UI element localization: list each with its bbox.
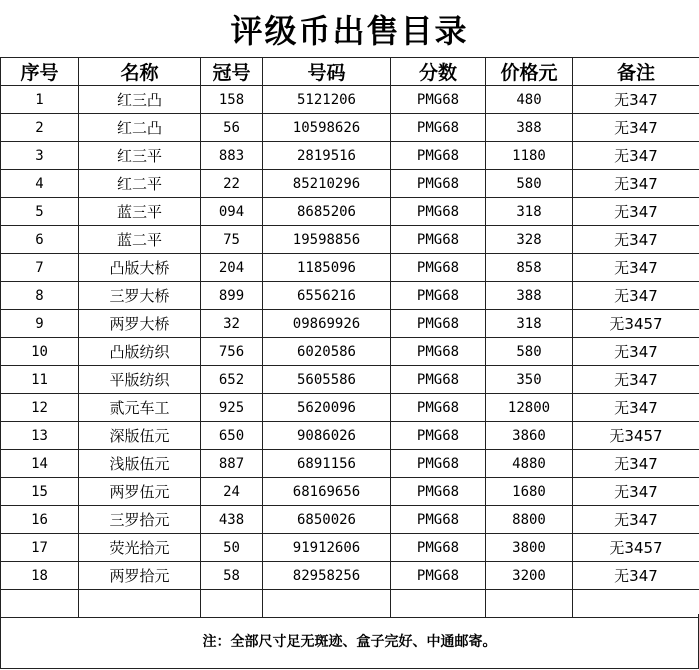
prefix-cell: 652 <box>201 366 263 394</box>
seq-cell: 13 <box>1 422 79 450</box>
name-cell: 红二凸 <box>79 114 201 142</box>
remark-cell: 无3457 <box>573 534 699 562</box>
grade-cell: PMG68 <box>391 534 486 562</box>
name-cell: 红二平 <box>79 170 201 198</box>
prefix-cell: 75 <box>201 226 263 254</box>
remark-cell: 无347 <box>573 506 699 534</box>
prefix-cell: 24 <box>201 478 263 506</box>
seq-cell: 14 <box>1 450 79 478</box>
col-number-header: 号码 <box>263 58 391 86</box>
seq-cell: 8 <box>1 282 79 310</box>
number-cell: 68169656 <box>263 478 391 506</box>
remark-cell: 无347 <box>573 226 699 254</box>
table-row <box>1 450 699 478</box>
prefix-cell: 438 <box>201 506 263 534</box>
remark-cell: 无347 <box>573 86 699 114</box>
number-cell: 82958256 <box>263 562 391 590</box>
grade-cell: PMG68 <box>391 478 486 506</box>
col-remark-header: 备注 <box>573 58 699 86</box>
remark-cell: 无347 <box>573 142 699 170</box>
seq-cell: 15 <box>1 478 79 506</box>
table-row <box>1 422 699 450</box>
remark-cell: 无347 <box>573 198 699 226</box>
prefix-cell: 094 <box>201 198 263 226</box>
remark-cell: 无347 <box>573 394 699 422</box>
price-cell: 4880 <box>486 450 573 478</box>
table-body <box>1 86 699 618</box>
number-cell: 10598626 <box>263 114 391 142</box>
number-cell: 6556216 <box>263 282 391 310</box>
seq-cell: 18 <box>1 562 79 590</box>
prefix-cell: 204 <box>201 254 263 282</box>
grade-cell: PMG68 <box>391 338 486 366</box>
remark-cell: 无3457 <box>573 422 699 450</box>
price-cell: 328 <box>486 226 573 254</box>
grade-cell: PMG68 <box>391 310 486 338</box>
table-row <box>1 198 699 226</box>
number-cell: 85210296 <box>263 170 391 198</box>
prefix-cell: 56 <box>201 114 263 142</box>
number-cell: 9086026 <box>263 422 391 450</box>
seq-cell: 9 <box>1 310 79 338</box>
price-cell: 1680 <box>486 478 573 506</box>
page-title: 评级币出售目录 <box>230 11 469 50</box>
remark-cell: 无347 <box>573 478 699 506</box>
grade-cell: PMG68 <box>391 422 486 450</box>
col-grade-header: 分数 <box>391 58 486 86</box>
catalog-table <box>0 57 699 618</box>
seq-cell: 1 <box>1 86 79 114</box>
number-cell: 5605586 <box>263 366 391 394</box>
price-cell: 3860 <box>486 422 573 450</box>
seq-cell: 16 <box>1 506 79 534</box>
remark-cell: 无347 <box>573 366 699 394</box>
price-cell: 580 <box>486 170 573 198</box>
number-cell: 19598856 <box>263 226 391 254</box>
remark-cell: 无347 <box>573 338 699 366</box>
number-cell: 1185096 <box>263 254 391 282</box>
table-row <box>1 170 699 198</box>
name-cell: 深版伍元 <box>79 422 201 450</box>
table-row <box>1 282 699 310</box>
col-seq-header: 序号 <box>1 58 79 86</box>
number-cell: 5620096 <box>263 394 391 422</box>
remark-cell: 无347 <box>573 170 699 198</box>
table-row <box>1 506 699 534</box>
number-cell: 5121206 <box>263 86 391 114</box>
price-cell: 12800 <box>486 394 573 422</box>
table-row <box>1 226 699 254</box>
number-cell: 6020586 <box>263 338 391 366</box>
prefix-cell: 899 <box>201 282 263 310</box>
seq-cell: 10 <box>1 338 79 366</box>
table-row <box>1 394 699 422</box>
table-row <box>1 310 699 338</box>
name-cell: 蓝三平 <box>79 198 201 226</box>
grade-cell: PMG68 <box>391 198 486 226</box>
grade-cell: PMG68 <box>391 394 486 422</box>
number-cell: 09869926 <box>263 310 391 338</box>
prefix-cell: 887 <box>201 450 263 478</box>
table-row <box>1 366 699 394</box>
number-cell: 6891156 <box>263 450 391 478</box>
prefix-cell: 58 <box>201 562 263 590</box>
price-cell: 388 <box>486 282 573 310</box>
price-cell: 3800 <box>486 534 573 562</box>
name-cell: 三罗大桥 <box>79 282 201 310</box>
prefix-cell: 883 <box>201 142 263 170</box>
price-cell: 350 <box>486 366 573 394</box>
seq-cell: 5 <box>1 198 79 226</box>
price-cell: 3200 <box>486 562 573 590</box>
grade-cell: PMG68 <box>391 226 486 254</box>
table-row <box>1 534 699 562</box>
remark-cell: 无347 <box>573 282 699 310</box>
table-row <box>1 478 699 506</box>
table-row <box>1 114 699 142</box>
grade-cell: PMG68 <box>391 562 486 590</box>
seq-cell: 11 <box>1 366 79 394</box>
name-cell: 凸版大桥 <box>79 254 201 282</box>
seq-cell: 4 <box>1 170 79 198</box>
prefix-cell: 650 <box>201 422 263 450</box>
name-cell: 蓝二平 <box>79 226 201 254</box>
price-cell: 318 <box>486 198 573 226</box>
name-cell: 平版纺织 <box>79 366 201 394</box>
remark-cell: 无347 <box>573 254 699 282</box>
footer-note: 注：全部尺寸足无斑迹、盒子完好、中通邮寄。 <box>0 614 699 669</box>
price-cell: 318 <box>486 310 573 338</box>
name-cell: 两罗大桥 <box>79 310 201 338</box>
prefix-cell: 50 <box>201 534 263 562</box>
seq-cell: 7 <box>1 254 79 282</box>
name-cell: 两罗伍元 <box>79 478 201 506</box>
prefix-cell: 32 <box>201 310 263 338</box>
table-row <box>1 254 699 282</box>
grade-cell: PMG68 <box>391 506 486 534</box>
name-cell: 三罗拾元 <box>79 506 201 534</box>
grade-cell: PMG68 <box>391 114 486 142</box>
table-row <box>1 562 699 590</box>
header-row <box>1 58 699 86</box>
prefix-cell: 158 <box>201 86 263 114</box>
remark-cell: 无347 <box>573 114 699 142</box>
grade-cell: PMG68 <box>391 450 486 478</box>
name-cell: 浅版伍元 <box>79 450 201 478</box>
remark-cell: 无347 <box>573 450 699 478</box>
price-cell: 858 <box>486 254 573 282</box>
prefix-cell: 22 <box>201 170 263 198</box>
grade-cell: PMG68 <box>391 142 486 170</box>
table-row <box>1 338 699 366</box>
table-row <box>1 142 699 170</box>
name-cell: 红三平 <box>79 142 201 170</box>
seq-cell: 6 <box>1 226 79 254</box>
number-cell: 6850026 <box>263 506 391 534</box>
seq-cell: 17 <box>1 534 79 562</box>
name-cell: 贰元车工 <box>79 394 201 422</box>
name-cell: 红三凸 <box>79 86 201 114</box>
grade-cell: PMG68 <box>391 254 486 282</box>
number-cell: 2819516 <box>263 142 391 170</box>
name-cell: 凸版纺织 <box>79 338 201 366</box>
seq-cell: 12 <box>1 394 79 422</box>
remark-cell: 无3457 <box>573 310 699 338</box>
grade-cell: PMG68 <box>391 366 486 394</box>
prefix-cell: 925 <box>201 394 263 422</box>
grade-cell: PMG68 <box>391 86 486 114</box>
grade-cell: PMG68 <box>391 170 486 198</box>
number-cell: 8685206 <box>263 198 391 226</box>
remark-cell: 无347 <box>573 562 699 590</box>
price-cell: 388 <box>486 114 573 142</box>
number-cell: 91912606 <box>263 534 391 562</box>
price-cell: 480 <box>486 86 573 114</box>
col-name-header: 名称 <box>79 58 201 86</box>
col-prefix-header: 冠号 <box>201 58 263 86</box>
seq-cell: 3 <box>1 142 79 170</box>
seq-cell: 2 <box>1 114 79 142</box>
grade-cell: PMG68 <box>391 282 486 310</box>
prefix-cell: 756 <box>201 338 263 366</box>
name-cell: 荧光拾元 <box>79 534 201 562</box>
price-cell: 580 <box>486 338 573 366</box>
table-row <box>1 86 699 114</box>
price-cell: 8800 <box>486 506 573 534</box>
col-price-header: 价格元 <box>486 58 573 86</box>
price-cell: 1180 <box>486 142 573 170</box>
name-cell: 两罗拾元 <box>79 562 201 590</box>
